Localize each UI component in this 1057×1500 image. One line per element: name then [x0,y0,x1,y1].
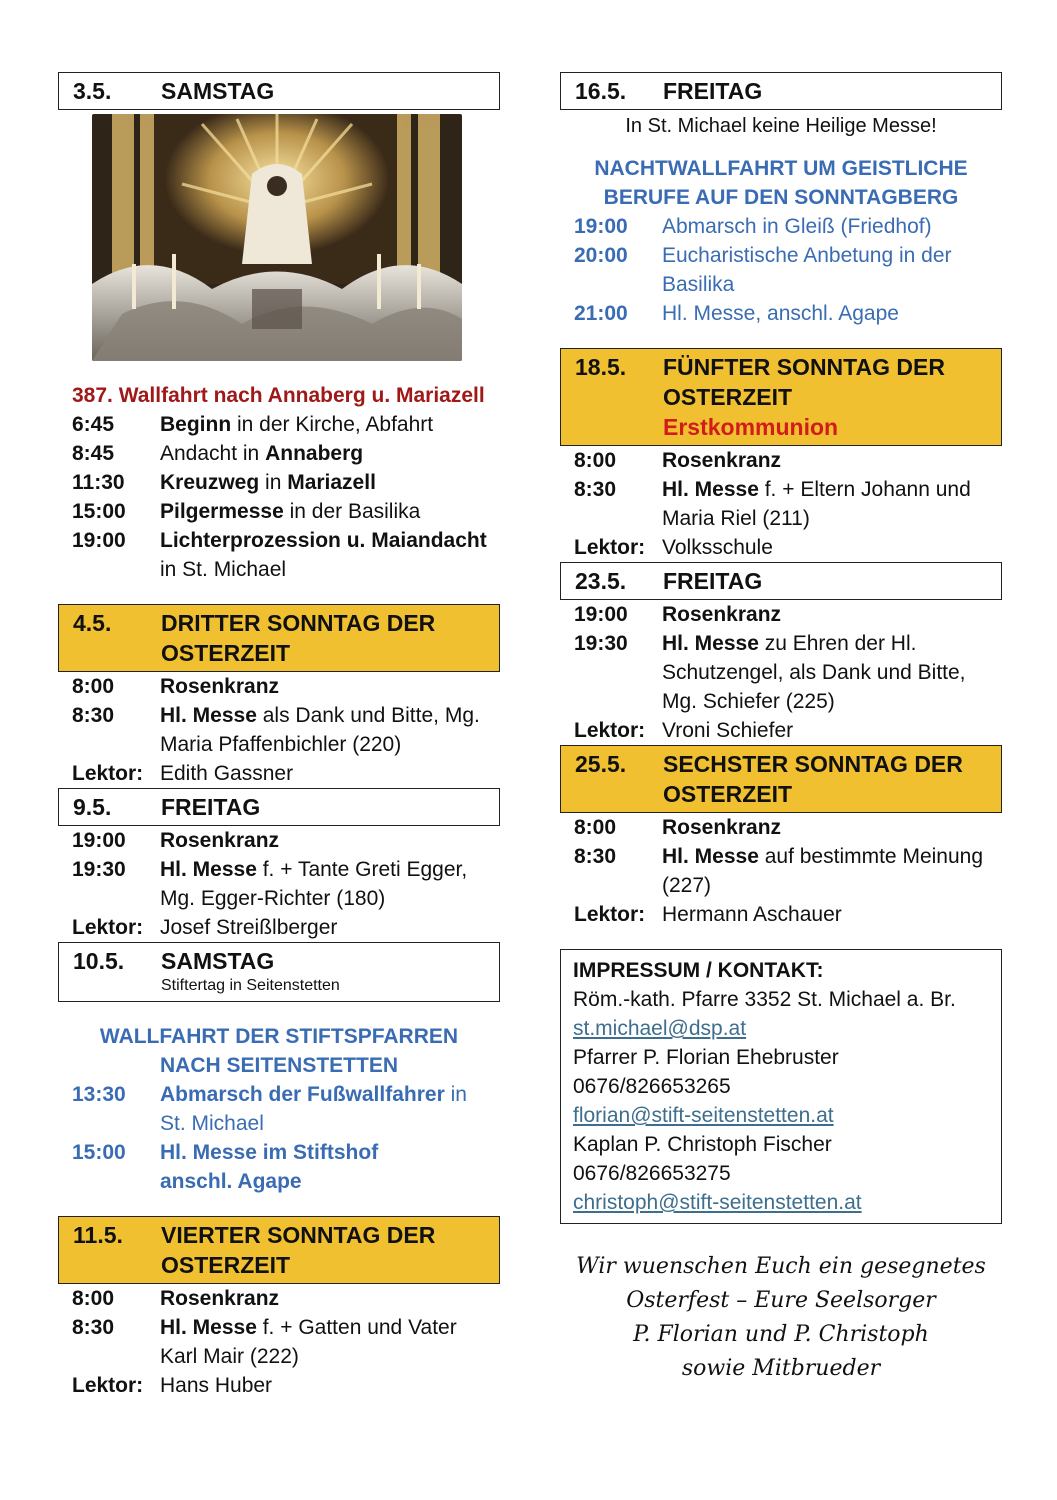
schedule-row: 8:30 Hl. Messe als Dank und Bitte, Mg. Maria Pfaffenbichler (220) [72,704,480,756]
schedule-row: 19:00 Lichterprozession u. Maiandacht in St. Michael [72,529,487,581]
section-title: NACH SEITENSTETTEN [159,1054,398,1077]
section-title: NACHTWALLFAHRT UM GEISTLICHE [594,157,968,180]
pastor-name: Pfarrer P. Florian Ehebruster [573,1046,839,1069]
schedule-row: 13:30 Abmarsch der Fußwallfahrer in St. Michael [72,1083,467,1135]
schedule-row: 20:00 Eucharistische Anbetung in der Basilika [574,244,952,296]
altar-image [92,114,462,361]
lektor-row: Lektor: Volksschule [574,536,773,559]
pastor-email-link[interactable]: florian@stift-seitenstetten.at [573,1104,834,1127]
schedule-row: 19:00 Rosenkranz [72,829,280,852]
schedule-row: 8:30 Hl. Messe auf bestimmte Meinung (227) [574,845,983,897]
day-header-4-5: 4.5. DRITTER SONNTAG DER OSTERZEIT [58,604,500,672]
altar-photo [92,114,462,361]
schedule-row: 15:00 Hl. Messe im Stiftshof anschl. Agape [72,1141,379,1193]
schedule-row: 8:30 Hl. Messe f. + Eltern Johann und Maria Riel (211) [574,478,971,530]
easter-greeting: Wir wuenschen Euch ein gesegnetes Osterfest – Eure Seelsorger P. Florian und P. Christoph sowie Mitbrueder [576,1254,986,1381]
day-header-10-5: 10.5. SAMSTAG Stiftertag in Seitenstetten [58,942,500,1002]
day-header-3-5 [58,72,500,110]
chaplain-email-link[interactable]: christoph@stift-seitenstetten.at [573,1191,862,1214]
schedule-row: 8:30 Hl. Messe f. + Gatten und Vater Karl Mair (222) [72,1316,457,1368]
lektor-row: Lektor: Vroni Schiefer [574,719,794,742]
schedule-row: 19:30 Hl. Messe zu Ehren der Hl. Schutzengel, als Dank und Bitte, Mg. Schiefer (225) [574,632,966,713]
day-header-9-5: 9.5. FREITAG [58,788,500,826]
day-header-23-5: 23.5. FREITAG [560,562,1002,600]
no-mass-note: In St. Michael keine Heilige Messe! [625,115,937,137]
chaplain-phone: 0676/826653275 [573,1162,731,1185]
section-title: BERUFE AUF DEN SONNTAGBERG [603,186,959,209]
day-header-16-5: 16.5. FREITAG [560,72,1002,110]
lektor-row: Lektor: Edith Gassner [72,762,294,785]
lektor-row: Lektor: Josef Streißlberger [72,916,338,939]
day-header-25-5: 25.5. SECHSTER SONNTAG DER OSTERZEIT [560,745,1002,813]
contact-box [560,949,1002,1224]
day-header-18-5: 18.5. FÜNFTER SONNTAG DER OSTERZEIT Erstkommunion [560,348,1002,446]
lektor-row: Lektor: Hans Huber [72,1374,273,1397]
chaplain-name: Kaplan P. Christoph Fischer [573,1133,832,1156]
pilgrimage-title: 387. Wallfahrt nach Annaberg u. Mariazell [72,384,485,407]
schedule-row: 8:00 Rosenkranz [72,1287,280,1310]
day-header-11-5: 11.5. VIERTER SONNTAG DER OSTERZEIT [58,1216,500,1284]
schedule-row: 6:45 Beginn in der Kirche, Abfahrt [72,413,434,436]
schedule-row: 19:00 Rosenkranz [574,603,782,626]
day-subtitle: Stiftertag in Seitenstetten [161,977,340,994]
schedule-row: 19:00 Abmarsch in Gleiß (Friedhof) [574,215,932,238]
parish-address: Röm.-kath. Pfarre 3352 St. Michael a. Br. [573,988,956,1011]
night-pilgrimage-section [560,154,1002,328]
section-title: WALLFAHRT DER STIFTSPFARREN [99,1025,459,1048]
day-date: 3.5. [73,78,112,104]
schedule-row: 8:00 Rosenkranz [72,675,280,698]
schedule-row: 21:00 Hl. Messe, anschl. Agape [574,302,899,325]
pastor-phone: 0676/826653265 [573,1075,731,1098]
contact-title: IMPRESSUM / KONTAKT: [573,959,824,982]
first-communion-label: Erstkommunion [663,414,839,440]
pilgrimage-section [58,381,500,584]
left-column [58,72,500,1400]
day-title: SAMSTAG [161,78,275,104]
schedule-row: 19:30 Hl. Messe f. + Tante Greti Egger, Mg. Egger-Richter (180) [72,858,468,910]
stiftspfarren-section [58,1022,500,1196]
schedule-row: 15:00 Pilgermesse in der Basilika [72,500,421,523]
schedule-row: 11:30 Kreuzweg in Mariazell [72,471,376,494]
lektor-row: Lektor: Hermann Aschauer [574,903,842,926]
schedule-row: 8:45 Andacht in Annaberg [72,442,364,465]
schedule-row: 8:00 Rosenkranz [574,449,782,472]
parish-email-link[interactable]: st.michael@dsp.at [573,1017,747,1040]
right-column [560,72,1002,1386]
schedule-row: 8:00 Rosenkranz [574,816,782,839]
